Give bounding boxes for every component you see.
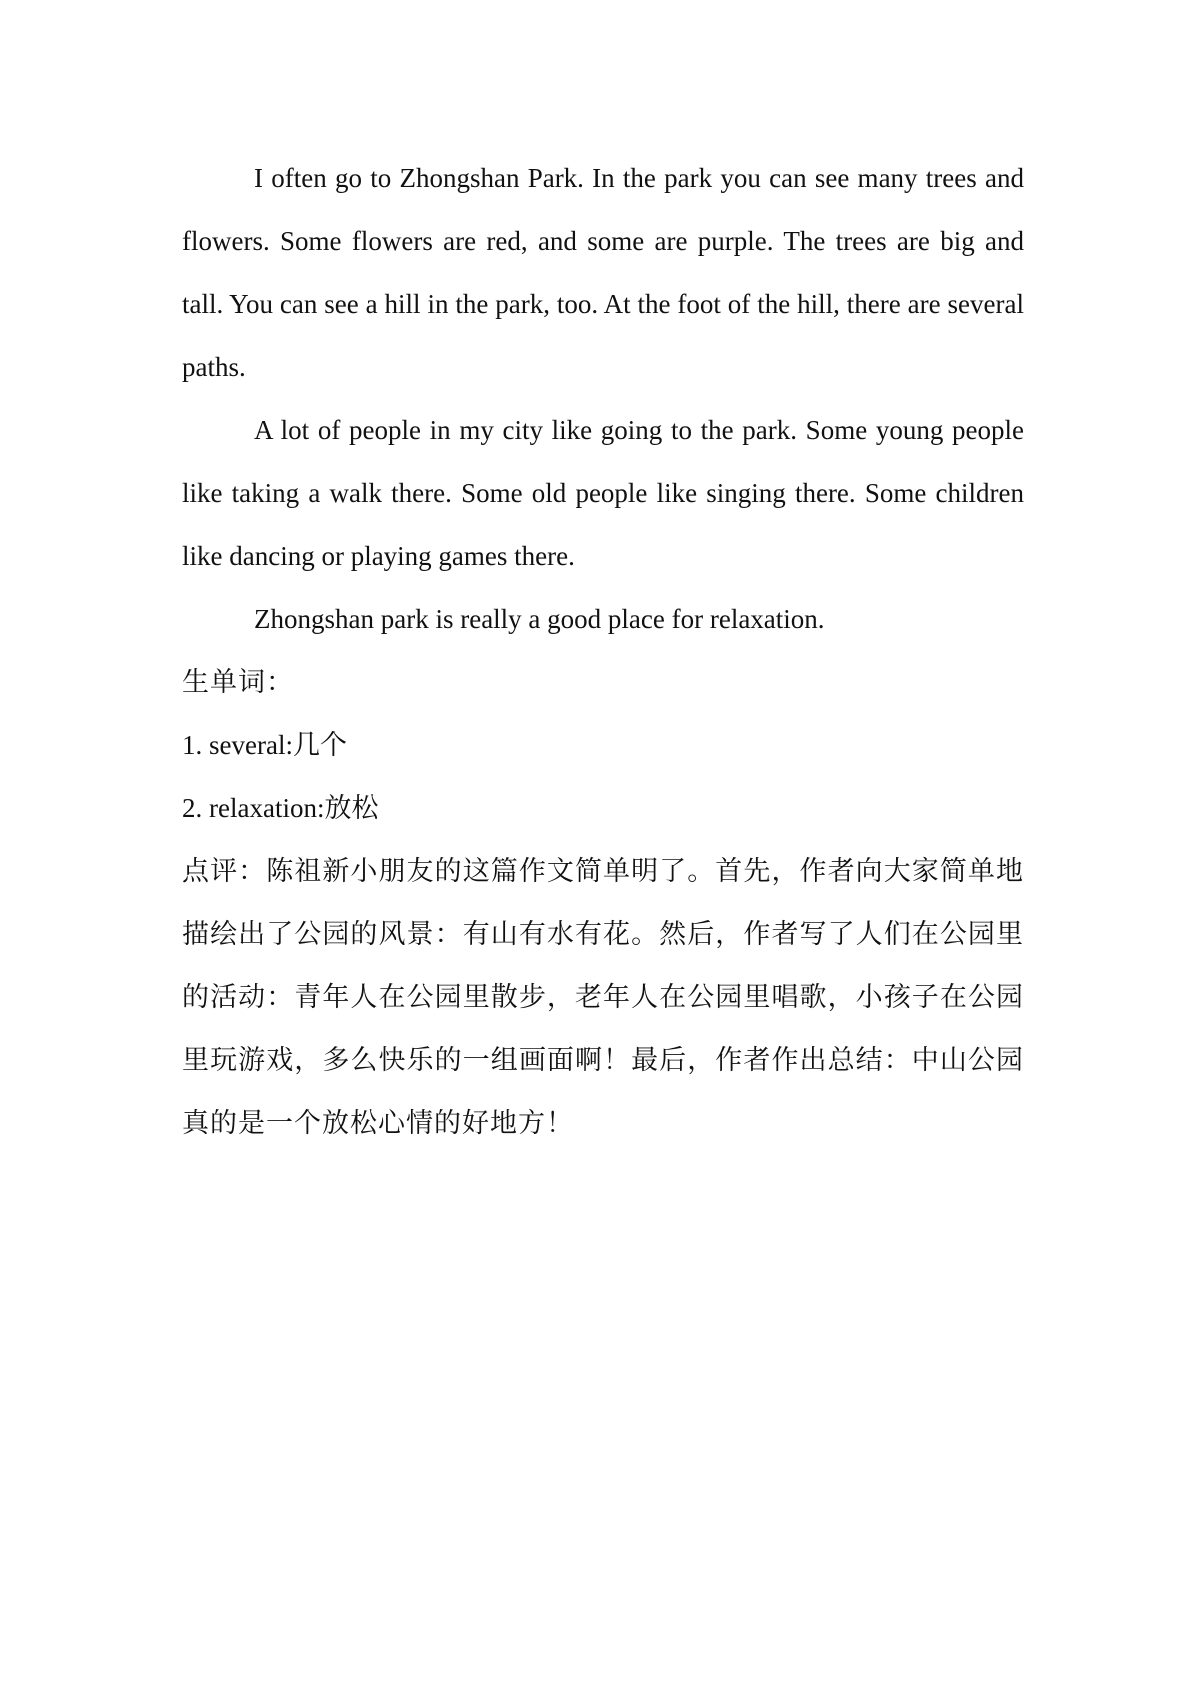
- vocabulary-item-2: 2. relaxation:放松: [182, 793, 379, 823]
- document-body: [182, 147, 1024, 1155]
- essay-paragraph-1: I often go to Zhongshan Park. In the park you can see many trees and flowers. Some flowers are red, and some are purple. The trees are big and tall. You can see a hill in the park, too. At the foot of the hill, there are several paths.: [182, 163, 1024, 382]
- vocabulary-heading: 生单词：: [182, 667, 294, 698]
- essay-paragraph-2: A lot of people in my city like going to the park. Some young people like taking a walk there. Some old people like singing there. Some children like dancing or playing games there.: [182, 415, 1024, 571]
- review-paragraph: 点评：陈祖新小朋友的这篇作文简单明了。首先，作者向大家简单地描绘出了公园的风景：有山有水有花。然后，作者写了人们在公园里的活动：青年人在公园里散步，老年人在公园里唱歌，小孩子在公园里玩游戏，多么快乐的一组画面啊！最后，作者作出总结：中山公园真的是一个放松心情的好地方！: [182, 856, 1024, 1139]
- vocabulary-item-1: 1. several:几个: [182, 730, 347, 760]
- essay-paragraph-3: Zhongshan park is really a good place for relaxation.: [254, 604, 825, 634]
